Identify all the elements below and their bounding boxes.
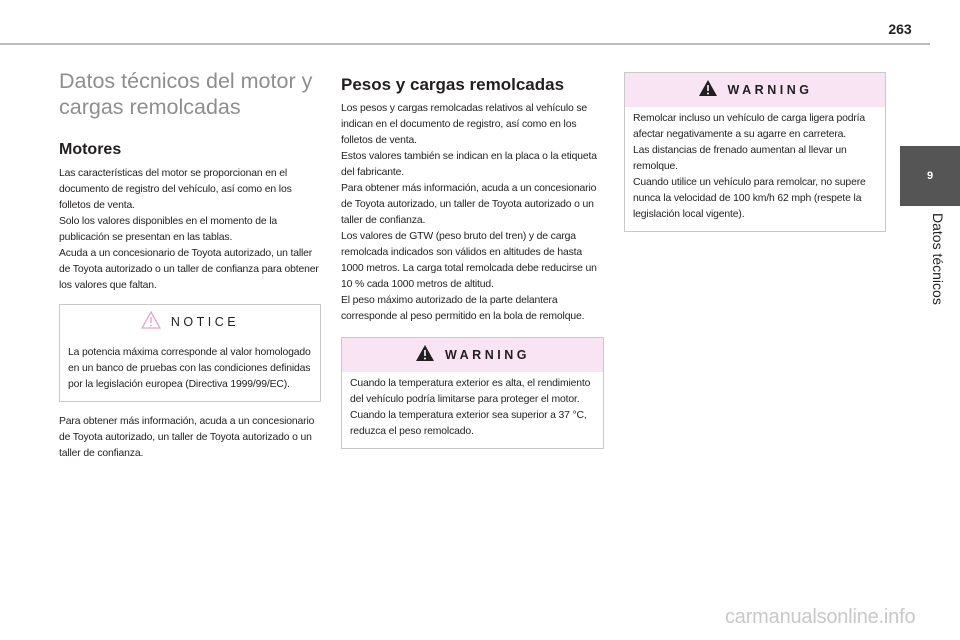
notice-title: NOTICE (170, 315, 240, 329)
section-title-pesos: Pesos y cargas remolcadas (341, 75, 565, 94)
page-number: 263 (888, 21, 912, 37)
column-towing-warning (624, 72, 886, 232)
notice-triangle-icon (141, 311, 161, 334)
warning-header (625, 73, 885, 107)
weights-body-text: Los pesos y cargas remolcadas relativos al vehículo se indican en el documento de registro, así como en los folletos de venta. Estos valores también se indican en la placa o la etiqueta del fabricante. Para obtener más información, acuda a un concesionario de Toyota autorizado, un taller de Toyota autorizado o un taller de confianza. Los valores de GTW (peso bruto del tren) y de carga remolcada indicados son válidos en altitudes de hasta 1000 metros. La carga total remolcada debe reducirse un 10 % cada 1000 metros de altitud. El peso máximo autorizado de la parte delantera corresponde al peso permitido en la bola de remolque. (341, 103, 597, 322)
chapter-number: 9 (926, 170, 934, 182)
engine-contact-text: Para obtener más información, acuda a un concesionario de Toyota autorizado, un taller de Toyota autorizado o un taller de confianza. (59, 416, 315, 459)
warning-triangle-icon (415, 344, 435, 367)
header-divider (0, 43, 930, 45)
notice-box (59, 304, 321, 402)
column-weights (341, 75, 604, 449)
column-engine (59, 68, 321, 462)
page-title: Datos técnicos del motor y cargas remolcadas (59, 69, 313, 119)
warning-title: WARNING (727, 83, 813, 97)
chapter-tab[interactable] (900, 146, 960, 206)
warning-header (342, 338, 603, 372)
warning-title: WARNING (445, 348, 530, 362)
warning-box-temperature (341, 337, 604, 449)
watermark: carmanualsonline.info (725, 606, 916, 628)
warning-body: Remolcar incluso un vehículo de carga ligera podría afectar negativamente a su agarre en carretera. Las distancias de frenado aumentan al llevar un remolque. Cuando utilice un vehículo para remolcar, no supere nunca la velocidad de 100 km/h 62 mph (respete la legislación local vigente). (633, 113, 866, 220)
warning-triangle-icon (698, 79, 718, 102)
notice-header (60, 305, 320, 339)
notice-body: La potencia máxima corresponde al valor homologado en un banco de pruebas con las condiciones definidas por la legislación europea (Directiva 1999/99/EC). (68, 347, 311, 390)
chapter-title: Datos técnicos (930, 213, 946, 305)
warning-body: Cuando la temperatura exterior es alta, el rendimiento del vehículo podría limitarse para proteger el motor. Cuando la temperatura exterior sea superior a 37 °C, reduzca el peso remolcado. (350, 378, 591, 437)
engine-intro-text: Las características del motor se proporcionan en el documento de registro del vehículo, así como en los folletos de venta. Solo los valores disponibles en el momento de la publicación se presentan en las tablas. Acuda a un concesionario de Toyota autorizado, un taller de Toyota autorizado o un taller de confianza para obtener los valores que faltan. (59, 168, 319, 291)
section-title-motores: Motores (59, 141, 122, 158)
warning-box-towing (624, 72, 886, 232)
